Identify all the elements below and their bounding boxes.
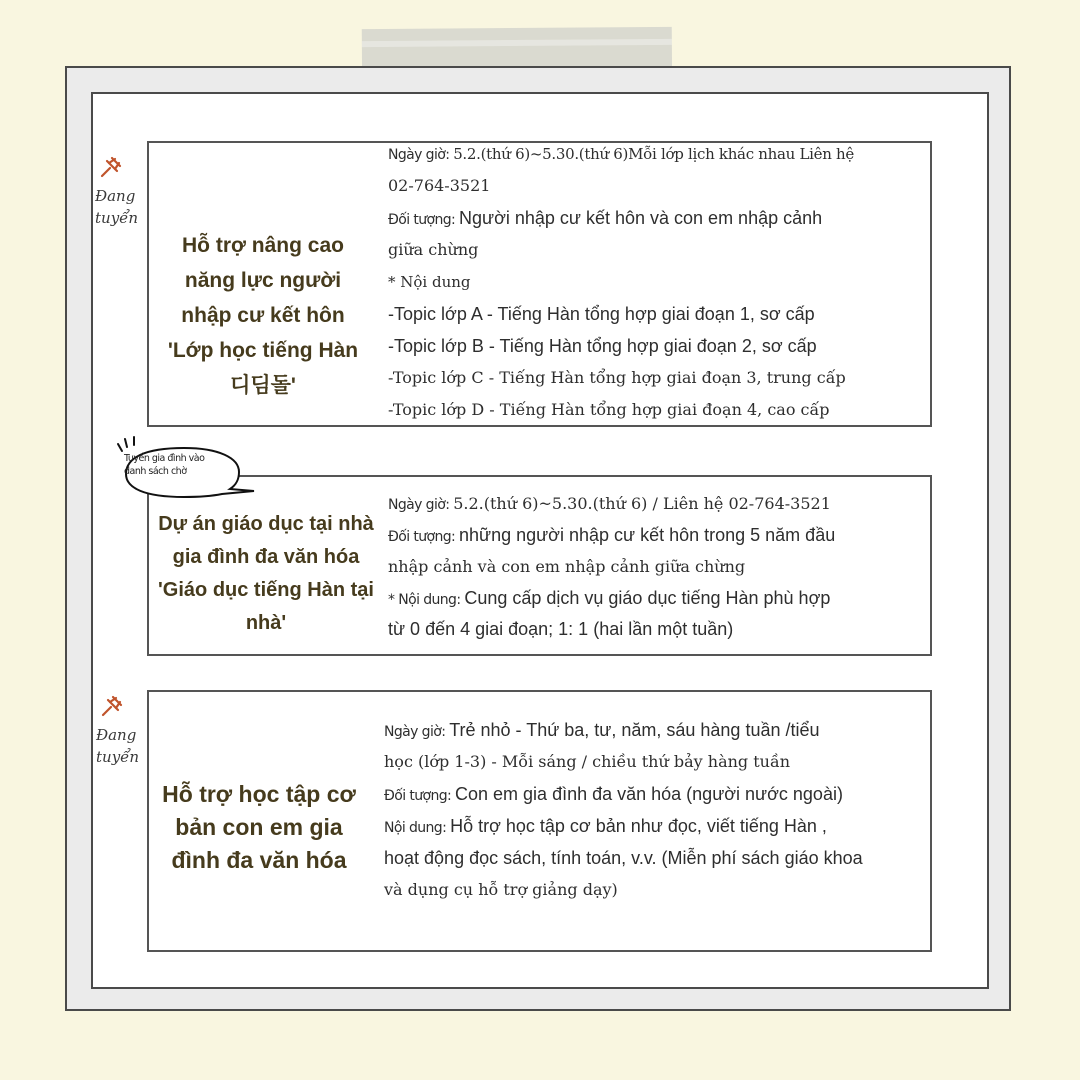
detail-text: những người nhập cư kết hôn trong 5 năm đầu: [459, 524, 836, 545]
title-line: Hỗ trợ học tập cơ: [162, 781, 356, 807]
title-line: năng lực người: [184, 269, 342, 292]
program-details-3: [384, 714, 863, 906]
detail-line: [388, 583, 835, 615]
detail-line: [384, 714, 863, 746]
detail-text: -Topic lớp C - Tiếng Hàn tổng hợp giai đoạn 3, trung cấp: [388, 368, 846, 387]
detail-label: * Nội dung:: [388, 591, 465, 608]
detail-label: Đối tượng:: [384, 788, 456, 804]
badge-text: tuyển: [96, 748, 140, 766]
detail-line: [384, 842, 863, 874]
waitlist-line: Tuyển gia đình vào: [124, 453, 205, 464]
badge-text: tuyển: [95, 209, 139, 227]
detail-text: -Topic lớp D - Tiếng Hàn tổng hợp giai đoạn 4, cao cấp: [388, 400, 830, 419]
detail-text: Người nhập cư kết hôn và con em nhập cảnh: [459, 208, 823, 228]
detail-label: Ngày giờ:: [384, 724, 450, 740]
detail-text: Cung cấp dịch vụ giáo dục tiếng Hàn phù hợp: [464, 587, 831, 608]
detail-line: [388, 362, 854, 394]
detail-line: [388, 138, 854, 170]
detail-line: [388, 234, 854, 266]
waitlist-line: danh sách chờ: [124, 466, 187, 477]
pushpin-icon: [98, 694, 124, 720]
program-title-3: [148, 778, 370, 877]
title-line: Hỗ trợ nâng cao: [182, 234, 344, 257]
detail-line: [388, 488, 835, 520]
detail-text: và dụng cụ hỗ trợ giảng dạy): [384, 880, 618, 899]
detail-text: giữa chừng: [388, 240, 479, 259]
detail-line: [388, 170, 854, 202]
detail-line: [388, 298, 854, 330]
detail-text: từ 0 đến 4 giai đoạn; 1: 1 (hai lần một tuần): [388, 619, 734, 639]
detail-label: Ngày giờ:: [388, 147, 454, 163]
recruiting-badge-1: [95, 185, 147, 229]
detail-label: Nội dung:: [384, 820, 451, 836]
recruiting-badge-2: [96, 724, 148, 768]
badge-text: Đang: [95, 187, 136, 205]
title-line: 디딤돌': [230, 374, 296, 397]
detail-text: học (lớp 1-3) - Mỗi sáng / chiều thứ bảy hàng tuần: [384, 752, 791, 771]
detail-line: [388, 520, 835, 552]
detail-text: Hỗ trợ học tập cơ bản như đọc, viết tiếng Hàn ,: [450, 816, 827, 836]
title-line: 'Giáo dục tiếng Hàn tại: [158, 579, 374, 601]
detail-label: Ngày giờ:: [388, 497, 454, 513]
detail-label: Đối tượng:: [388, 528, 460, 545]
detail-text: nhập cảnh và con em nhập cảnh giữa chừng: [388, 557, 746, 576]
title-line: đình đa văn hóa: [171, 847, 347, 873]
detail-line: [388, 202, 854, 234]
detail-line: [384, 746, 863, 778]
detail-text: Trẻ nhỏ - Thứ ba, tư, năm, sáu hàng tuần /tiểu: [449, 720, 820, 740]
detail-line: [384, 810, 863, 842]
detail-line: [384, 778, 863, 810]
waitlist-note: [124, 452, 234, 478]
detail-text: 02-764-3521: [388, 176, 491, 195]
detail-line: [388, 266, 854, 298]
detail-label: Đối tượng:: [388, 212, 460, 228]
program-details-2: [388, 488, 835, 646]
title-line: nhà': [245, 612, 287, 634]
detail-text: -Topic lớp A - Tiếng Hàn tổng hợp giai đoạn 1, sơ cấp: [388, 304, 815, 324]
program-title-1: [160, 228, 366, 403]
program-details-1: [388, 138, 854, 426]
title-line: nhập cư kết hôn: [181, 304, 345, 327]
badge-text: Đang: [96, 726, 137, 744]
detail-line: [388, 330, 854, 362]
title-line: 'Lớp học tiếng Hàn: [167, 339, 359, 362]
detail-text: 5.2.(thứ 6)~5.30.(thứ 6) / Liên hệ 02-764-3521: [453, 494, 831, 513]
detail-text: * Nội dung: [388, 273, 471, 291]
program-title-2: [148, 508, 384, 640]
detail-line: [388, 394, 854, 426]
pushpin-icon: [97, 155, 123, 181]
detail-line: [388, 614, 835, 646]
detail-text: hoạt động đọc sách, tính toán, v.v. (Miễn phí sách giáo khoa: [384, 848, 863, 868]
detail-text: Con em gia đình đa văn hóa (người nước ngoài): [455, 784, 843, 804]
title-line: gia đình đa văn hóa: [172, 546, 360, 568]
title-line: Dự án giáo dục tại nhà: [158, 513, 374, 535]
detail-line: [384, 874, 863, 906]
detail-text: 5.2.(thứ 6)~5.30.(thứ 6)Mỗi lớp lịch khác nhau Liên hệ: [453, 145, 854, 163]
detail-line: [388, 551, 835, 583]
title-line: bản con em gia: [175, 814, 343, 840]
detail-text: -Topic lớp B - Tiếng Hàn tổng hợp giai đoạn 2, sơ cấp: [388, 336, 817, 356]
